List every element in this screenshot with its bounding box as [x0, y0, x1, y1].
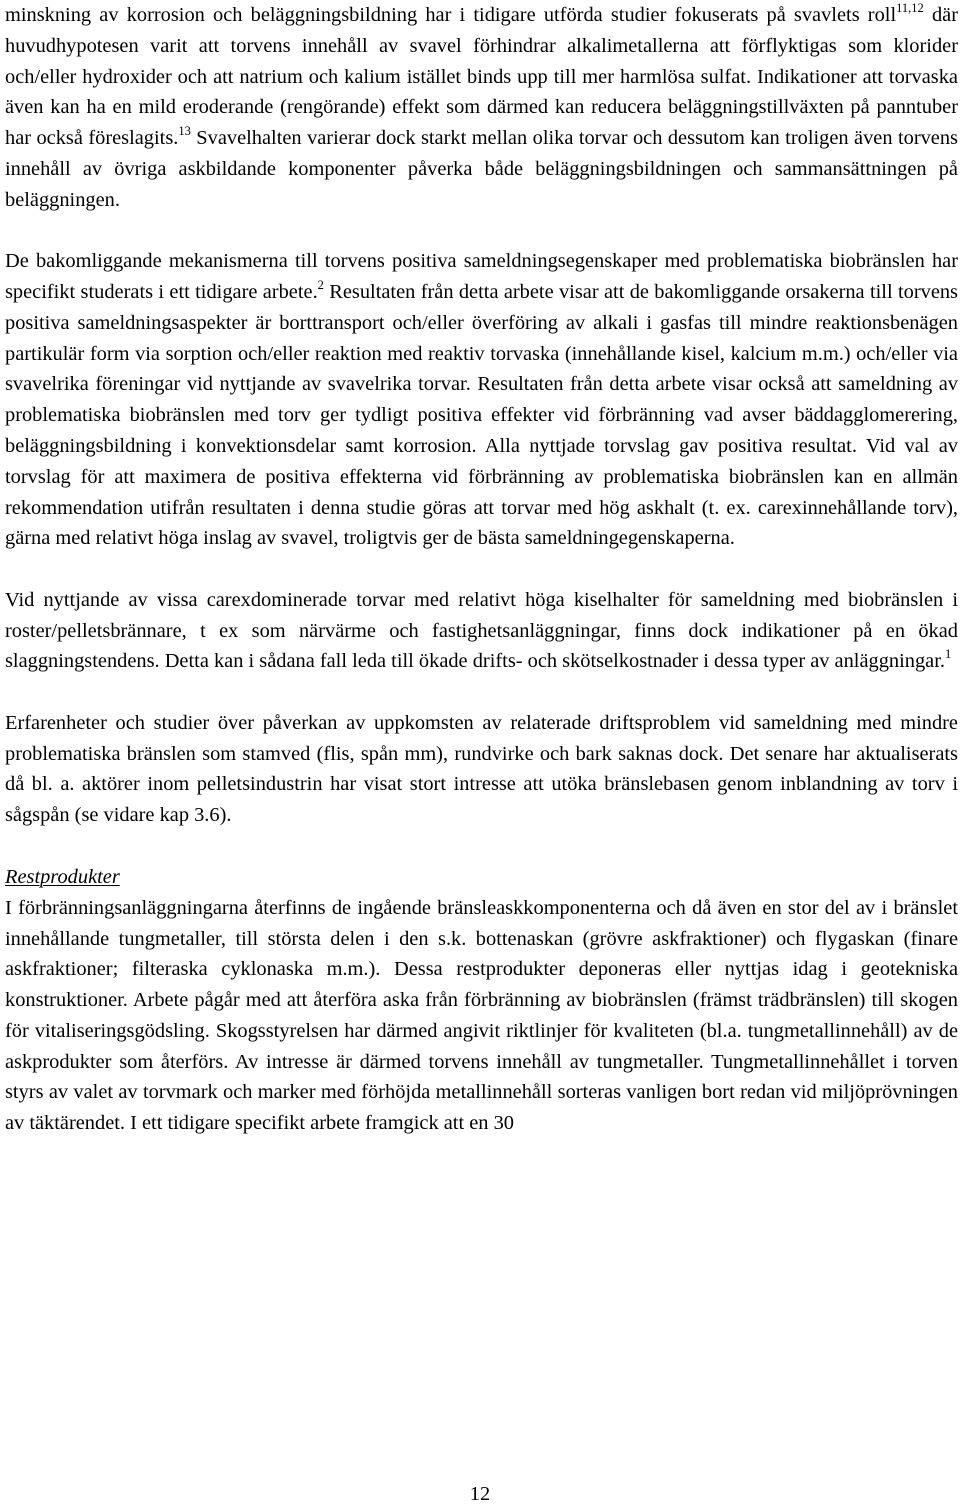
paragraph-residues — [5, 893, 958, 1139]
page-number: 12 — [469, 1483, 491, 1505]
paragraph-sulfur-role — [5, 0, 958, 216]
citation-superscript: 13 — [178, 124, 191, 139]
paragraph-carex-slagging — [5, 585, 958, 677]
paragraph-text: I förbränningsanläggningarna återfinns de ingående bränsleaskkomponenterna och då även en stor del av i bränslet innehållande tungmetaller, till största delen i den s.k. bottenaskan (grövre askfraktioner) och flygaskan (finare askfraktioner; filteraska cyklonaska m.m.). Dessa restprodukter deponeras eller nyttjas idag i geotekniska konstruktioner. Arbete pågår med att återföra aska från förbränning av biobränslen (främst trädbränslen) till skogen för vitaliseringsgödsling. Skogsstyrelsen har därmed angivit riktlinjer för kvaliteten (bl.a. tungmetallinnehåll) av de askprodukter som återförs. Av intresse är därmed torvens innehåll av tungmetaller. Tungmetallinnehållet i torven styrs av valet av torvmark och marker med förhöjda metallinnehåll sorteras vanligen bort redan vid miljöprövningen av täktärendet. I ett tidigare specifikt arbete framgick att en 30 — [5, 896, 958, 1135]
paragraph-text: Resultaten från detta arbete visar att de bakomliggande orsakerna till torvens positiva sameldningsaspekter är borttransport och/eller överföring av alkali i gasfas till mindre reaktionsbenägen partikulär form via sorption och/eller reaktion med reaktiv torvaska (innehållande kisel, kalcium m.m.) och/eller via svavelrika föreningar vid nyttjande av svavelrika torvar. Resultaten från detta arbete visar också att sameldning av problematiska biobränslen med torv ger tydligt positiva effekter vid förbränning vad avser bäddagglomerering, beläggningsbildning i konvektionsdelar samt korrosion. Alla nyttjade torvslag gav positiva resultat. Vid val av torvslag för att maximera de positiva effekterna vid förbränning av problematiska biobränslen kan en allmän rekommendation utifrån resultaten i denna studie göras att torvar med hög askhalt (t. ex. carexinnehållande torv), gärna med relativt höga inslag av svavel, troligtvis ger de bästa sameldningegenskaperna. — [5, 280, 958, 550]
paragraph-spacer — [5, 677, 958, 708]
paragraph-mechanisms — [5, 246, 958, 554]
paragraph-text: där huvudhypotesen varit att torvens innehåll av svavel förhindrar alkalimetallerna att förflyktigas som klorider och/eller hydroxider och att natrium och kalium istället binds upp till mer harmlösa sulfat. Indikationer att torvaska även kan ha en mild eroderande (rengörande) effekt som därmed kan reducera beläggningstillväxten på panntuber har också föreslagits. — [5, 4, 959, 150]
paragraph-spacer — [5, 216, 958, 247]
paragraph-text: De bakomliggande mekanismerna till torvens positiva sameldningsegenskaper med problematiska biobränslen har specifikt studerats i ett tidigare arbete. — [5, 250, 958, 303]
citation-superscript: 2 — [317, 277, 324, 292]
paragraph-spacer — [5, 554, 958, 585]
paragraph-text: Svavelhalten varierar dock starkt mellan olika torvar och dessutom kan troligen även torvens innehåll av övriga askbildande komponenter påverka både beläggningsbildningen och sammansättningen på beläggningen. — [5, 127, 958, 211]
paragraph-spacer — [5, 831, 958, 862]
paragraph-text: minskning av korrosion och beläggningsbildning har i tidigare utförda studier fokuserats på svavlets roll — [5, 4, 897, 26]
citation-superscript: 11,12 — [896, 1, 924, 15]
paragraph-text: Erfarenheter och studier över påverkan av uppkomsten av relaterade driftsproblem vid sameldning med mindre problematiska bränslen som stamved (flis, spån mm), rundvirke och bark saknas dock. Det senare har aktualiserats då bl. a. aktörer inom pelletsindustrin har visat stort intresse att utöka bränslebasen genom inblandning av torv i sågspån (se vidare kap 3.6). — [5, 711, 958, 827]
document-page — [5, 0, 958, 1139]
citation-superscript: 1 — [944, 647, 952, 662]
section-heading-restprodukter: Restprodukter — [5, 865, 120, 888]
paragraph-text: Vid nyttjande av vissa carexdominerade torvar med relativt höga kiselhalter för sameldning med biobränslen i roster/pelletsbrännare, t ex som närvärme och fastighetsanläggningar, finns dock indikationer på en ökad slaggningstendens. Detta kan i sådana fall leda till ökade drifts- och skötselkostnader i dessa typer av anläggningar. — [5, 588, 958, 673]
paragraph-experience — [5, 708, 958, 831]
